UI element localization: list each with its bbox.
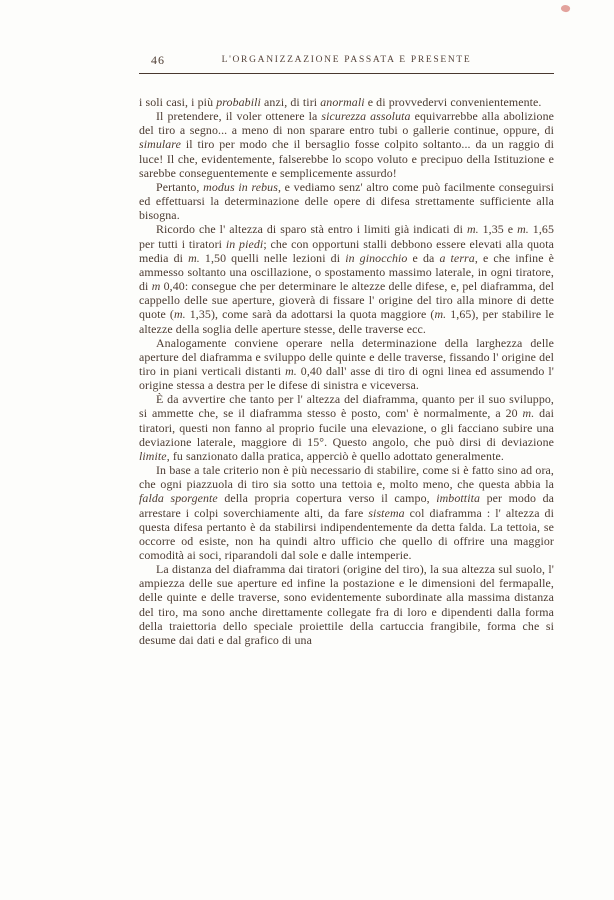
text-run: 1,50 quelli nelle lezioni di — [199, 250, 346, 265]
italic-run: m. — [466, 222, 479, 237]
paragraph — [139, 562, 554, 647]
text-run: In base a tale criterio non è più necessario di stabilire, come si è fatto sino ad ora, che ogni piazzuola di tiro sia sotto una tettoia e, molto meno, che questa abbia la — [139, 463, 554, 492]
text-run: È da avvertire che tanto per l' altezza del diaframma, quanto per il suo sviluppo, si ammette che, se il diaframma stesso è posto, com' è normalmente, a 20 — [139, 392, 554, 421]
text-run: 0,40 dall' asse di tiro di ogni linea ed assumendo l' origine stessa a destra per le difese di sinistra e viceversa. — [139, 363, 554, 393]
text-run: Ricordo che l' altezza di sparo stà entro i limiti già indicati di — [156, 222, 467, 237]
text-run: 1,35 e — [478, 222, 518, 237]
paragraph — [139, 463, 554, 562]
text-run: della propria copertura verso il campo, — [217, 491, 437, 506]
text-run: Il pretendere, il voler ottenere la — [156, 109, 322, 124]
text-run: 1,35), come sarà da adottarsi la quota maggiore ( — [185, 307, 435, 322]
italic-run: m. — [188, 250, 200, 265]
italic-run: m. — [173, 307, 186, 322]
italic-run: limite — [139, 448, 167, 463]
italic-run: imbottita — [436, 491, 481, 506]
text-run: , e che infine è ammesso soltanto una oscillazione, o spostamento massimo laterale, in ogni tiratore, di — [139, 250, 554, 294]
italic-run: m — [151, 279, 161, 294]
italic-run: sicurezza assoluta — [321, 109, 411, 124]
text-run: equivarrebbe alla abolizione del tiro a segno... a meno di non sparare entro tubi o gallerie continue, oppure, di — [139, 109, 554, 138]
italic-run: simulare — [139, 137, 181, 152]
header-rule — [139, 73, 554, 74]
italic-run: m. — [517, 222, 529, 237]
italic-run: in piedi — [225, 236, 264, 251]
italic-run: modus in rebus — [203, 179, 278, 194]
paragraph — [139, 95, 554, 109]
text-run: 1,65), per stabilire le altezze della soglia delle aperture stesse, delle traverse ecc. — [139, 307, 554, 336]
text-run: , fu sanzionato dalla pratica, apperciò è quello adottato generalmente. — [166, 448, 504, 463]
page-content — [139, 52, 554, 647]
italic-run: m. — [285, 363, 297, 378]
text-run: e di provvedervi convenientemente. — [364, 95, 542, 109]
text-run: il tiro per modo che il bersaglio fosse colpito soltanto... da un raggio di luce! Il che, evidentemente, falserebbe lo scopo voluto e precipuo della Istituzione e sarebbe conseguentemente e semplicemente assurdo! — [139, 137, 554, 180]
italic-run: probabili — [216, 95, 261, 109]
running-title: L'ORGANIZZAZIONE PASSATA E PRESENTE — [221, 55, 472, 65]
page-header — [139, 52, 554, 67]
paragraph — [139, 222, 554, 335]
text-run: , e vediamo senz' altro come può facilmente conseguirsi ed effettuarsi la determinazione delle opere di difesa strettamente sufficiente alla bisogna. — [139, 179, 554, 223]
text-run: dai tiratori, questi non fanno al proprio fucile una elevazione, o gli facciano subire una deviazione laterale, maggiore di 15°. Questo angolo, che può dirsi di deviazione — [139, 406, 554, 449]
scan-artifact — [560, 4, 571, 13]
text-run: per modo da arrestare i colpi soverchiamente alti, da fare — [139, 491, 555, 520]
text-run: e da — [407, 250, 440, 265]
text-run: La distanza del diaframma dai tiratori (origine del tiro), la sua altezza sul suolo, l' ampiezza delle sue aperture ed infine la postazione e le dimensioni del fermapalle, delle quinte e delle traverse, sono evidentemente subordinate alla massima distanza del tiro, ma sono anche direttamente collegate fra di loro e dipendenti dalla forma della traiettoria dello speciale proiettile della cartuccia frangibile, forma che si desume dai dati e dal grafico di una — [139, 562, 554, 647]
paragraph — [139, 392, 554, 463]
text-run: i soli casi, i più — [139, 95, 217, 109]
italic-run: m. — [522, 406, 535, 421]
text-run: anzi, di tiri — [260, 95, 321, 109]
italic-run: sistema — [368, 505, 405, 520]
paragraph — [139, 109, 554, 180]
paragraph — [139, 180, 554, 222]
paragraph — [139, 336, 554, 393]
text-run: ; che con opportuni stalli debbono essere elevati alla quota media di — [139, 236, 554, 265]
text-run: col diaframma : l' altezza di questa difesa pertanto è da stabilirsi indipendentemente da detta falda. La tettoia, se occorre od esiste, non ha quindi altro ufficio che quello di offrire una maggior comodità ai soci, riparandoli dal sole e dalle intemperie. — [139, 505, 554, 562]
text-run: 0,40: consegue che per determinare le altezze delle difese, e, pel diaframma, del cappello delle sue aperture, gioverà di fissare l' origine del tiro alla minore di dette quote ( — [139, 279, 554, 322]
page-number: 46 — [151, 53, 165, 67]
italic-run: a terra — [439, 250, 475, 265]
text-run: Analogamente conviene operare nella determinazione della larghezza delle aperture del diaframma e sviluppo delle quinte e delle traverse, fissando l' origine del tiro in piani verticali distanti — [139, 335, 554, 378]
text-run: Pertanto, — [156, 179, 204, 194]
italic-run: m. — [434, 307, 447, 322]
text-run: 1,65 per tutti i tiratori — [139, 222, 555, 251]
italic-run: anormali — [320, 95, 365, 109]
italic-run: falda sporgente — [139, 491, 218, 506]
italic-run: in ginocchio — [345, 250, 408, 265]
text-block — [139, 95, 554, 647]
